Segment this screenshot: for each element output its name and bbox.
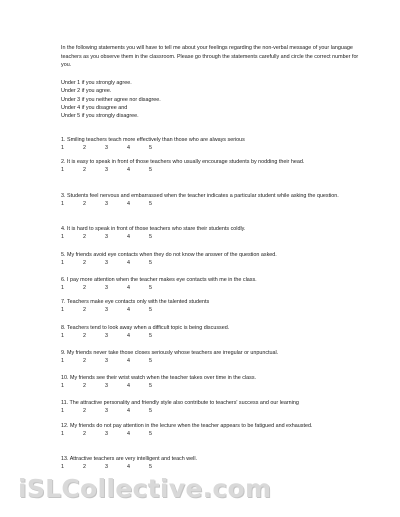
rating-option-1[interactable]: 1 bbox=[61, 464, 64, 471]
rating-option-3[interactable]: 3 bbox=[105, 333, 108, 340]
question-item bbox=[61, 399, 353, 415]
scale-line: Under 3 if you neither agree nor disagree. bbox=[61, 96, 161, 103]
question-text: 4. It is hard to speak in front of those teachers who stare their students coldly. bbox=[61, 226, 246, 232]
rating-options bbox=[61, 166, 353, 174]
rating-option-5[interactable]: 5 bbox=[149, 285, 152, 292]
rating-option-3[interactable]: 3 bbox=[105, 285, 108, 292]
rating-option-5[interactable]: 5 bbox=[149, 201, 152, 208]
rating-option-3[interactable]: 3 bbox=[105, 234, 108, 241]
question-item bbox=[61, 192, 353, 208]
question-item bbox=[61, 225, 353, 241]
rating-options bbox=[61, 407, 353, 415]
site-watermark: iSLCollective.com bbox=[18, 474, 272, 503]
rating-option-1[interactable]: 1 bbox=[61, 333, 64, 340]
rating-option-2[interactable]: 2 bbox=[83, 408, 86, 415]
rating-option-5[interactable]: 5 bbox=[149, 145, 152, 152]
question-item bbox=[61, 251, 353, 267]
rating-option-1[interactable]: 1 bbox=[61, 358, 64, 365]
rating-option-5[interactable]: 5 bbox=[149, 260, 152, 267]
rating-option-5[interactable]: 5 bbox=[149, 383, 152, 390]
question-text: 1. Smiling teachers teach more effectively than those who are always serious bbox=[61, 137, 245, 143]
rating-option-2[interactable]: 2 bbox=[83, 383, 86, 390]
rating-option-1[interactable]: 1 bbox=[61, 201, 64, 208]
question-item bbox=[61, 136, 353, 152]
question-text: 3. Students feel nervous and embarrassed when the teacher indicates a particular student while asking the question. bbox=[61, 193, 339, 199]
question-text: 12. My friends do not pay attention in the lecture when the teacher appears to be fatigued and exhausted. bbox=[61, 423, 313, 429]
rating-option-5[interactable]: 5 bbox=[149, 167, 152, 174]
rating-options bbox=[61, 306, 353, 314]
rating-option-2[interactable]: 2 bbox=[83, 260, 86, 267]
scale-line: Under 4 if you disagree and bbox=[61, 104, 128, 111]
question-item bbox=[61, 455, 353, 471]
rating-option-2[interactable]: 2 bbox=[83, 285, 86, 292]
rating-options bbox=[61, 200, 353, 208]
question-item bbox=[61, 276, 353, 292]
rating-options bbox=[61, 284, 353, 292]
question-item bbox=[61, 349, 353, 365]
rating-option-3[interactable]: 3 bbox=[105, 260, 108, 267]
rating-option-4[interactable]: 4 bbox=[127, 383, 130, 390]
question-text: 5. My friends avoid eye contacts when they do not know the answer of the question asked. bbox=[61, 252, 277, 258]
question-item bbox=[61, 422, 353, 438]
rating-option-4[interactable]: 4 bbox=[127, 333, 130, 340]
rating-option-5[interactable]: 5 bbox=[149, 234, 152, 241]
rating-option-1[interactable]: 1 bbox=[61, 260, 64, 267]
question-text: 7. Teachers make eye contacts only with the talented students bbox=[61, 299, 210, 305]
rating-option-3[interactable]: 3 bbox=[105, 145, 108, 152]
rating-option-2[interactable]: 2 bbox=[83, 464, 86, 471]
rating-option-4[interactable]: 4 bbox=[127, 167, 130, 174]
rating-option-4[interactable]: 4 bbox=[127, 145, 130, 152]
rating-option-2[interactable]: 2 bbox=[83, 234, 86, 241]
rating-option-5[interactable]: 5 bbox=[149, 431, 152, 438]
rating-option-3[interactable]: 3 bbox=[105, 167, 108, 174]
rating-option-1[interactable]: 1 bbox=[61, 145, 64, 152]
rating-option-5[interactable]: 5 bbox=[149, 358, 152, 365]
rating-option-4[interactable]: 4 bbox=[127, 307, 130, 314]
rating-option-4[interactable]: 4 bbox=[127, 260, 130, 267]
rating-option-2[interactable]: 2 bbox=[83, 167, 86, 174]
rating-option-1[interactable]: 1 bbox=[61, 383, 64, 390]
rating-option-3[interactable]: 3 bbox=[105, 383, 108, 390]
instructions-paragraph: In the following statements you will have to tell me about your feelings regarding the non-verbal message of your language teachers as you observe them in the classroom. Please go through the statements carefully and circle the correct number for you. bbox=[61, 45, 359, 69]
rating-option-1[interactable]: 1 bbox=[61, 234, 64, 241]
rating-option-1[interactable]: 1 bbox=[61, 167, 64, 174]
rating-option-2[interactable]: 2 bbox=[83, 201, 86, 208]
rating-option-1[interactable]: 1 bbox=[61, 431, 64, 438]
rating-options bbox=[61, 233, 353, 241]
rating-option-4[interactable]: 4 bbox=[127, 464, 130, 471]
rating-option-2[interactable]: 2 bbox=[83, 145, 86, 152]
rating-option-3[interactable]: 3 bbox=[105, 464, 108, 471]
question-text: 9. My friends never take those closes seriously whose teachers are irregular or unpunctual. bbox=[61, 350, 279, 356]
rating-option-2[interactable]: 2 bbox=[83, 333, 86, 340]
scale-line: Under 1 if you strongly agree. bbox=[61, 80, 132, 86]
rating-option-4[interactable]: 4 bbox=[127, 408, 130, 415]
rating-option-5[interactable]: 5 bbox=[149, 307, 152, 314]
rating-option-3[interactable]: 3 bbox=[105, 307, 108, 314]
rating-options bbox=[61, 463, 353, 471]
rating-options bbox=[61, 332, 353, 340]
rating-option-4[interactable]: 4 bbox=[127, 234, 130, 241]
question-item bbox=[61, 374, 353, 390]
rating-options bbox=[61, 430, 353, 438]
rating-option-4[interactable]: 4 bbox=[127, 358, 130, 365]
question-text: 8. Teachers tend to look away when a difficult topic is being discussed. bbox=[61, 325, 230, 331]
rating-option-1[interactable]: 1 bbox=[61, 408, 64, 415]
question-text: 2. It is easy to speak in front of those teachers who usually encourage students by nodding their head. bbox=[61, 159, 305, 165]
rating-options bbox=[61, 357, 353, 365]
rating-option-3[interactable]: 3 bbox=[105, 201, 108, 208]
rating-option-1[interactable]: 1 bbox=[61, 285, 64, 292]
question-text: 10. My friends see their wrist watch when the teacher takes over time in the class. bbox=[61, 375, 257, 381]
rating-option-3[interactable]: 3 bbox=[105, 431, 108, 438]
rating-option-3[interactable]: 3 bbox=[105, 358, 108, 365]
rating-option-4[interactable]: 4 bbox=[127, 285, 130, 292]
rating-option-2[interactable]: 2 bbox=[83, 431, 86, 438]
rating-option-5[interactable]: 5 bbox=[149, 464, 152, 471]
rating-options bbox=[61, 259, 353, 267]
scale-line: Under 5 if you strongly disagree. bbox=[61, 113, 139, 120]
question-item bbox=[61, 324, 353, 340]
rating-option-4[interactable]: 4 bbox=[127, 201, 130, 208]
rating-option-5[interactable]: 5 bbox=[149, 408, 152, 415]
scale-line: Under 2 if you agree. bbox=[61, 88, 112, 95]
rating-option-3[interactable]: 3 bbox=[105, 408, 108, 415]
question-text: 11. The attractive personality and friendly style also contribute to teachers' success and our learning bbox=[61, 400, 299, 406]
rating-options bbox=[61, 382, 353, 390]
rating-option-2[interactable]: 2 bbox=[83, 307, 86, 314]
rating-option-1[interactable]: 1 bbox=[61, 307, 64, 314]
rating-options bbox=[61, 144, 353, 152]
question-item bbox=[61, 298, 353, 314]
rating-option-2[interactable]: 2 bbox=[83, 358, 86, 365]
question-item bbox=[61, 158, 353, 174]
question-text: 6. I pay more attention when the teacher makes eye contacts with me in the class. bbox=[61, 277, 257, 283]
question-text: 13. Attractive teachers are very intelligent and teach well. bbox=[61, 456, 198, 462]
rating-option-5[interactable]: 5 bbox=[149, 333, 152, 340]
rating-scale-legend bbox=[61, 79, 361, 120]
rating-option-4[interactable]: 4 bbox=[127, 431, 130, 438]
